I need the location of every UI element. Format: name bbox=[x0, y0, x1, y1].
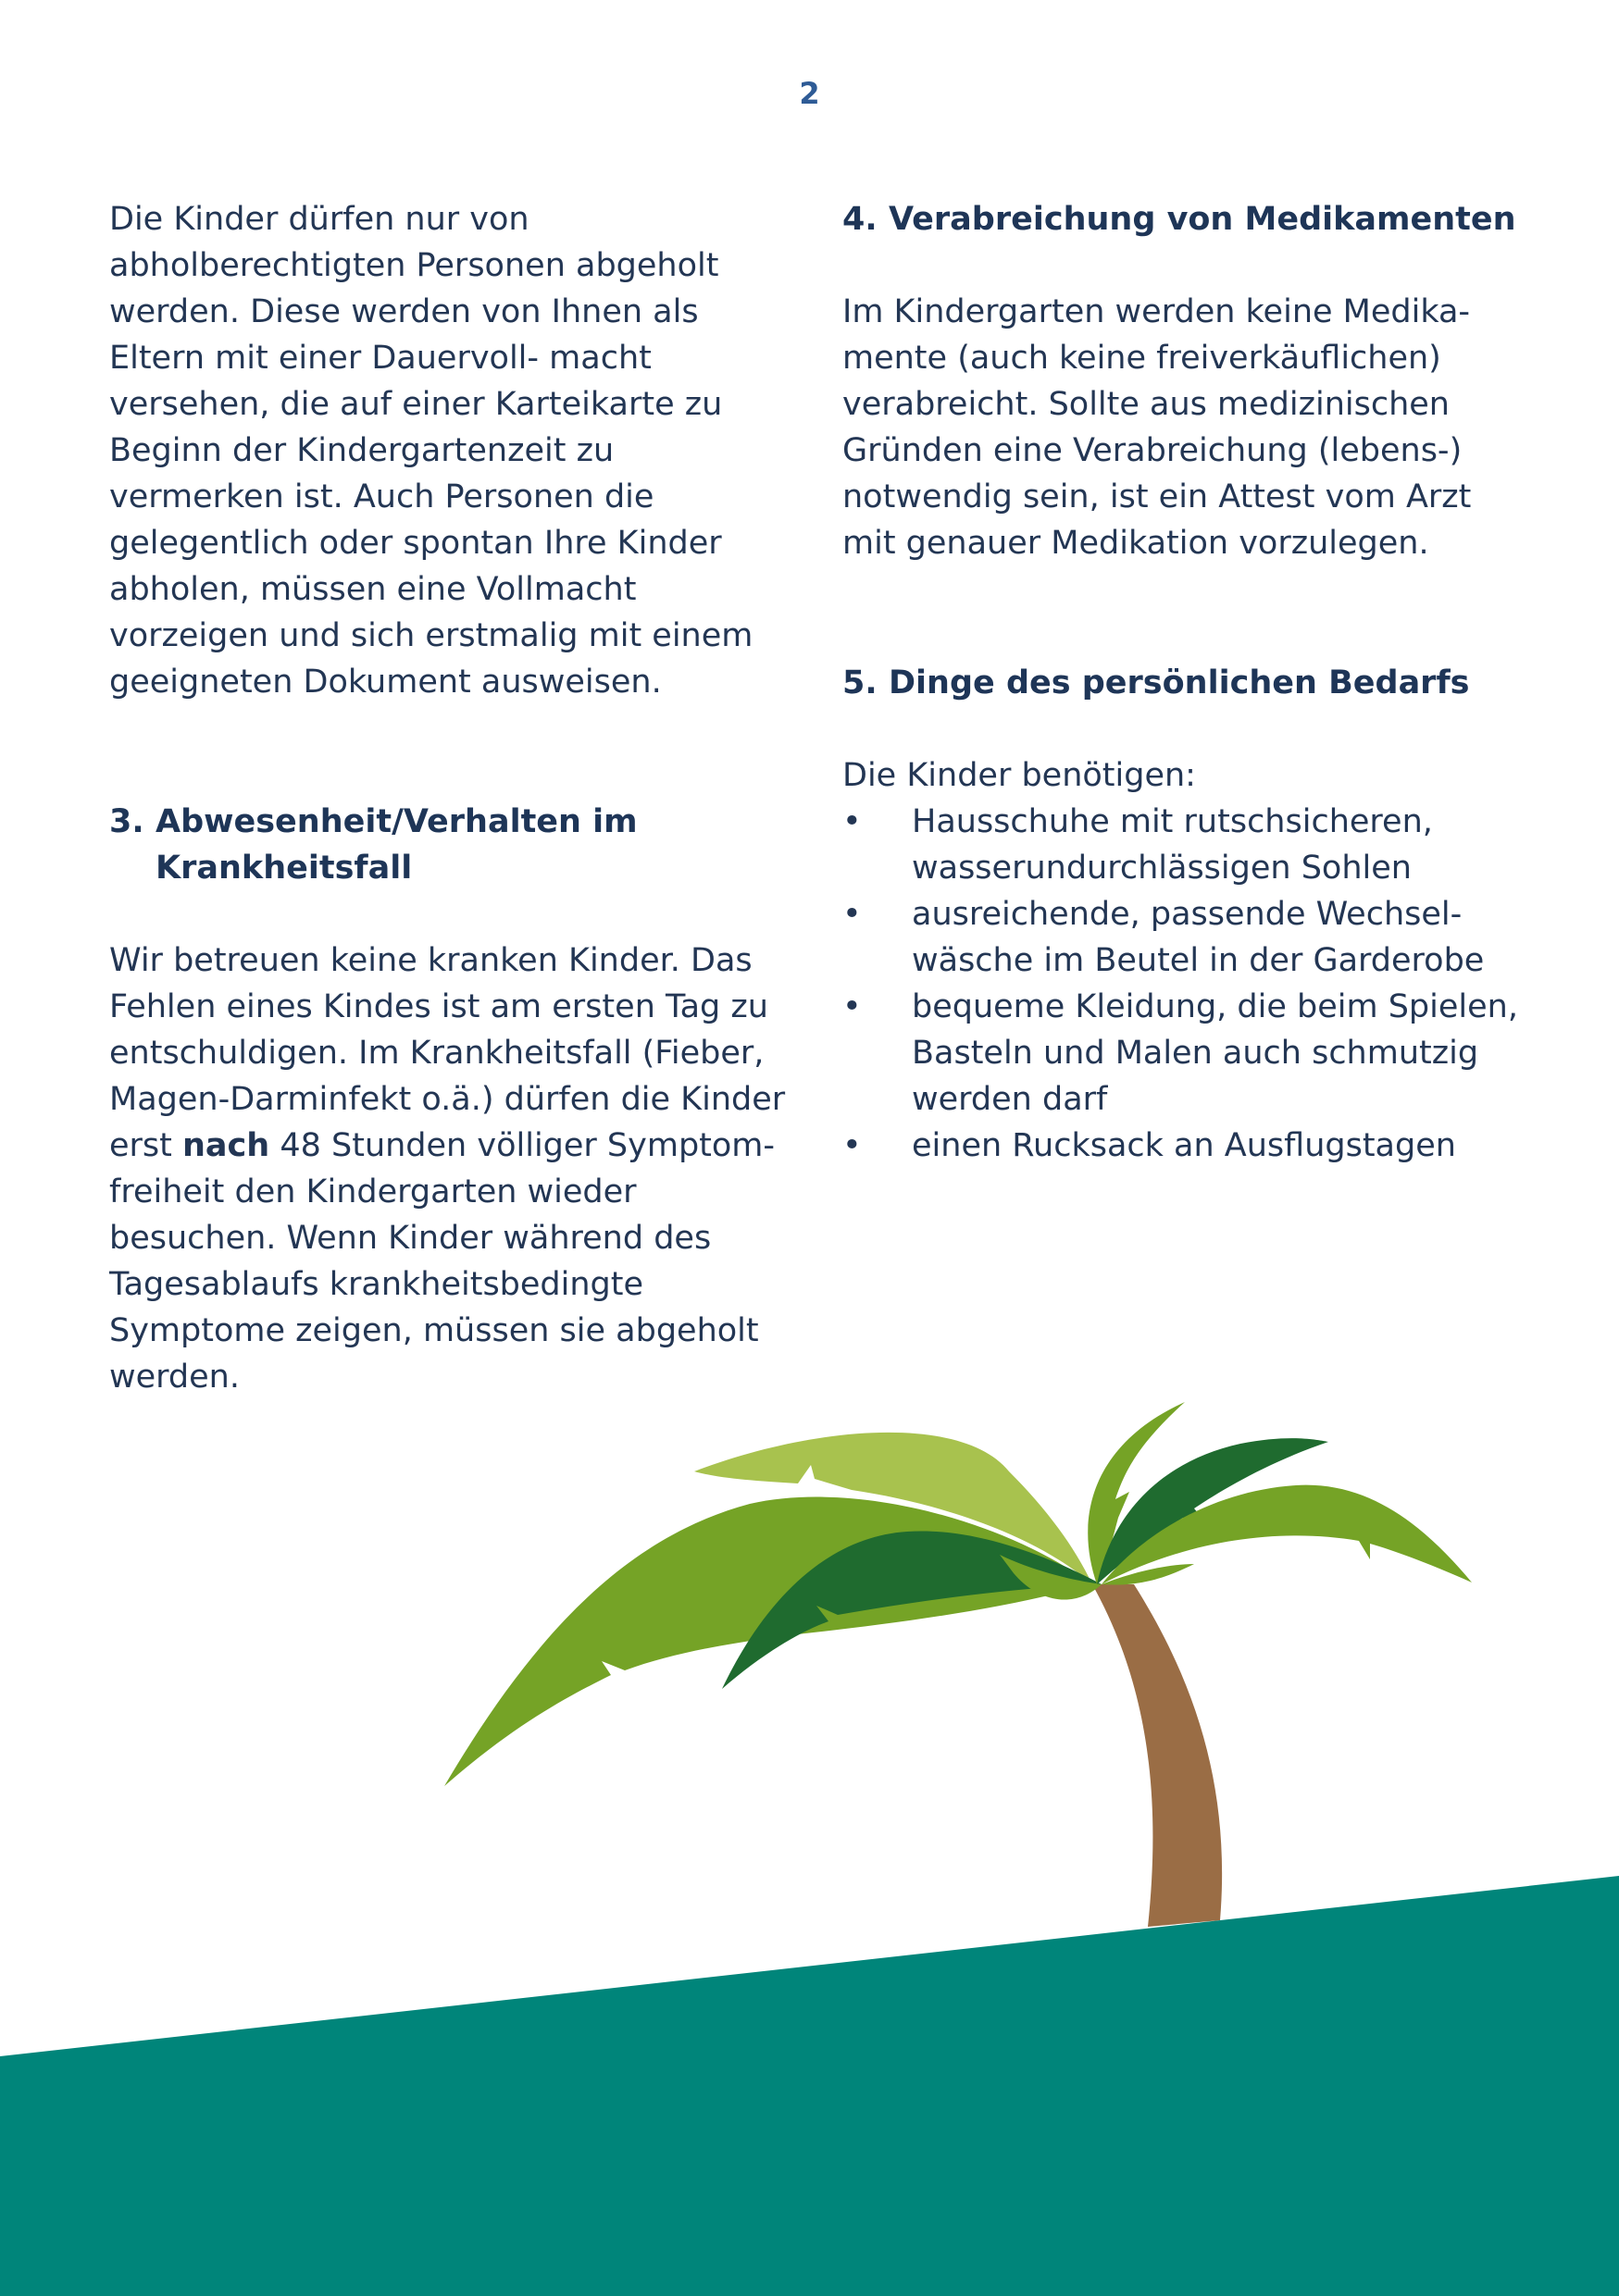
palm-trunk bbox=[1092, 1584, 1222, 1927]
section-4-title: Verabreichung von Medikamenten bbox=[889, 201, 1516, 238]
section-3-bold-word: nach bbox=[182, 1127, 270, 1164]
bullet-icon: • bbox=[842, 1127, 862, 1164]
list-item: • Hausschuhe mit rutschsicheren, wasserundurchlässigen Sohlen bbox=[842, 799, 1527, 891]
section-3-text-part1: Wir betreuen keine kranken Kinder. Das Fehlen eines Kindes ist am ersten Tag zu entschuldigen. Im Krankheitsfall (Fieber, Magen-Darminfekt o.ä.) dürfen die Kinder erst bbox=[109, 942, 786, 1164]
teal-ground-shape bbox=[0, 1876, 1619, 2296]
bullet-icon: • bbox=[842, 803, 862, 840]
section-3-title: Abwesenheit/Verhalten im Krankheitsfall bbox=[156, 803, 638, 887]
bullet-icon: • bbox=[842, 988, 862, 1025]
pickup-paragraph: Die Kinder dürfen nur von abholberechtigten Personen abgeholt werden. Diese werden von Ihnen als Eltern mit einer Dauervoll- macht versehen, die auf einer Karteikarte zu Beginn der Kindergartenzeit zu vermerken ist. Auch Personen die gelegentlich oder spontan Ihre Kinder abholen, müssen eine Vollmacht vorzeigen und sich erstmalig mit einem geeigneten Dokument ausweisen. bbox=[109, 201, 753, 701]
section-3-number: 3. bbox=[109, 803, 144, 840]
section-3-text-part2: 48 Stunden völliger Symptom- freiheit den Kindergarten wieder besuchen. Wenn Kinder während des Tagesablaufs krankheitsbedingte Symptome zeigen, müssen sie abgeholt werden. bbox=[109, 1127, 776, 1396]
section-4-paragraph: Im Kindergarten werden keine Medika- mente (auch keine freiverkäuflichen) verabreicht. Sollte aus medizinischen Gründen eine Verabreichung (lebens-) notwendig sein, ist ein Attest vom Arzt mit genauer Medikation vorzulegen. bbox=[842, 293, 1472, 562]
section-5-number: 5. bbox=[842, 664, 878, 701]
page-number: 2 bbox=[799, 76, 820, 111]
bullet-icon: • bbox=[842, 896, 862, 933]
section-5-title: Dinge des persönlichen Bedarfs bbox=[889, 664, 1470, 701]
list-item: • bequeme Kleidung, die beim Spielen, Basteln und Malen auch schmutzig werden darf bbox=[842, 984, 1527, 1123]
list-item: • ausreichende, passende Wechsel- wäsche im Beutel in der Garderobe bbox=[842, 891, 1527, 984]
list-item: • einen Rucksack an Ausflugstagen bbox=[842, 1123, 1527, 1169]
section-4-number: 4. bbox=[842, 201, 878, 238]
section-5-intro: Die Kinder benötigen: bbox=[842, 757, 1196, 794]
